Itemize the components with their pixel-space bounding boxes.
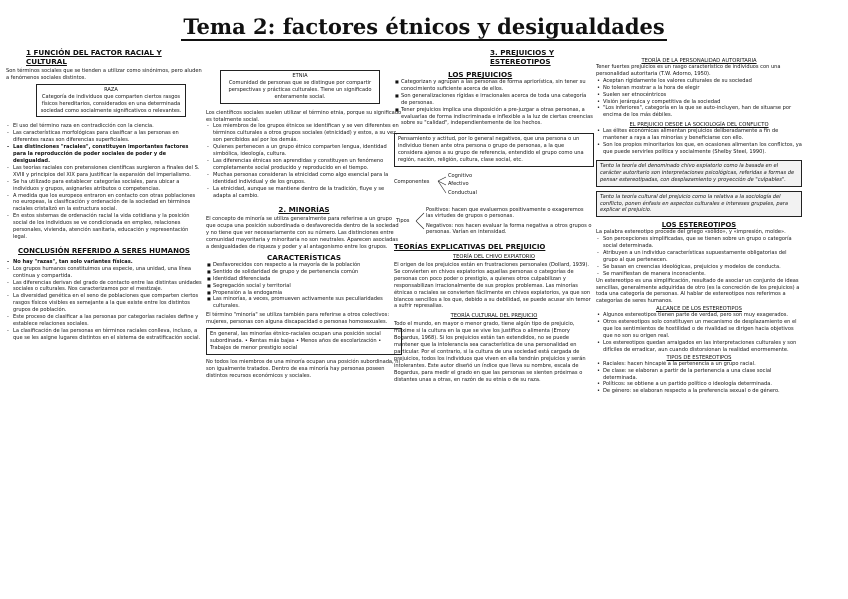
list-item: - Las diferencias derivan del grado de contacto entre las distintas unidades sociales o culturales. Nos caracterizamos por el mestizaje.: [6, 280, 202, 294]
estereotipos-list: [596, 236, 802, 277]
list-item: - A medida que los europeos entraron en contacto con otras poblaciones no europeas, la clasificación y ordenación de la sociedad en términos raciales cristalizó en la estructura social.: [6, 193, 202, 214]
list-item: • Las élites económicas alimentan prejuicios deliberadamente a fin de mantener a raya a las minorías y beneficiarse con ello.: [596, 128, 802, 142]
chivo-heading: TEORÍA DEL CHIVO EXPIATORIO: [452, 253, 536, 260]
list-item: ■ Sentido de solidaridad de grupo y de pertenencia común: [206, 269, 402, 276]
column-1: [6, 48, 202, 342]
list-item: - Se manifiestan de manera inconsciente.: [596, 271, 802, 278]
list-item: - Este proceso de clasificar a las personas por categorías raciales define y establece relaciones sociales.: [6, 314, 202, 328]
list-item: - Los grupos humanos constituimos una especie, una unidad, una línea continua y compartida.: [6, 266, 202, 280]
caracteristicas-heading: CARACTERÍSTICAS: [267, 252, 341, 262]
componentes-label: Componentes: [394, 178, 430, 185]
list-item: - La diversidad genética en el seno de poblaciones que comparten ciertos rasgos físicos visibles es semejante a la que existe entre los distintos grupos de población.: [6, 293, 202, 314]
list-item: ■ Propensión a la endogamia: [206, 290, 402, 297]
raza-text: Categoría de individuos que comparten ciertos rasgos físicos hereditarios, considerados en una determinada sociedad como socialmente significativos o relevantes.: [40, 93, 182, 114]
conclusion-heading: CONCLUSIÓN REFERIDO A SERES HUMANOS: [18, 246, 190, 255]
componente-item: Afectivo: [448, 180, 469, 187]
list-item: - No hay "razas", tan solo variantes físicas.: [6, 259, 202, 266]
list-item: - Se basan en creencias ideológicas, prejuicios y modelos de conducta.: [596, 264, 802, 271]
list-item: - Son percepciones simplificadas, que se tienen sobre un grupo o categoría social determinada.: [596, 236, 802, 250]
conclusion-list: [6, 259, 202, 342]
caracteristicas-list: [206, 262, 402, 310]
minoria-end: No todos los miembros de una minoría ocupan una posición subordinada, ni son igualmente tratados. Dentro de esa minoría hay personas poseen distintos recursos económicos y sociales.: [206, 358, 400, 379]
alcance-heading: ALCANCE DE LOS ESTEREOTIPOS: [656, 306, 742, 313]
autoritaria-list: [596, 78, 802, 119]
etnia-box: [220, 70, 380, 104]
etnia-list: [206, 123, 402, 199]
tipos-label: Tipos: [396, 217, 410, 224]
raza-title: RAZA: [104, 86, 118, 93]
conflicto-list: [596, 128, 802, 156]
list-item: • Algunos estereotipos tienen parte de verdad, pero son muy exagerados.: [596, 312, 802, 319]
section-1-intro: Son términos sociales que se tienden a utilizar como sinónimos, pero aluden a fenómenos sociales distintos.: [6, 68, 202, 81]
column-2: [206, 70, 402, 380]
column-4: [596, 58, 802, 395]
list-item: ■ Las minorías, a veces, promueven activamente sus peculiaridades culturales.: [206, 296, 402, 310]
prejuicios-heading: LOS PREJUICIOS: [448, 70, 513, 79]
minorias-text: El concepto de minoría se utiliza generalmente para referirse a un grupo que ocupa una posición subordinada o desfavorecida dentro de la sociedad y no tiene que ver necesariamente con su número. Las distinciones entre comunidad mayoritaria y minoritaria no son neutrales. Aparecen asociadas a desigualdades de riqueza y poder y al antagonismo entre los grupos.: [206, 216, 399, 251]
list-item: • Raciales: hacen hincapié a la pertenencia a un grupo racial.: [596, 361, 802, 368]
tipos-list: [596, 361, 802, 396]
componente-item: Cognitivo: [448, 172, 473, 179]
list-item: • No toleran mostrar a la hora de elegir: [596, 85, 802, 92]
list-item: ■ Desfavorecidos con respecto a la mayoría de la población: [206, 262, 402, 269]
componentes-diagram: [394, 171, 594, 241]
list-item: - Las características morfológicas para clasificar a las personas en diferentes razas son diferencias superficiales.: [6, 130, 202, 144]
list-item: - Muchas personas consideran la etnicidad como algo esencial para la identidad individual y de los grupos.: [206, 172, 402, 186]
etnia-title: ETNIA: [292, 73, 308, 79]
list-item: - El uso del término raza en contradicción con la ciencia.: [6, 123, 202, 130]
conclusion-box-1: Tanto la teoría del denominado chivo expiatorio como la basada en el carácter autoritario son interpretaciones psicológicas, referidas a formas de pensar estereotipadas, con desplazamiento y proyección de "culpables".: [596, 160, 802, 187]
raza-box: [36, 84, 186, 118]
estereotipos-heading: LOS ESTEREOTIPOS: [661, 221, 737, 230]
column-3: [394, 48, 594, 383]
etnia-text: Comunidad de personas que se distingue por compartir perspectivas y prácticas culturales. Tiene un significado enteramente social.: [228, 79, 372, 100]
list-item: • Aceptan rígidamente los valores culturales de su sociedad: [596, 78, 802, 85]
list-item: - La etnicidad, aunque se mantiene dentro de la tradición, fluye y se adapta al cambio.: [206, 186, 402, 200]
tipos-heading: TIPOS DE ESTEREOTIPOS: [666, 354, 732, 361]
list-item: - Las distinciones "raciales", constituyen importantes factores para la reproducción de poder sociales de poder y de desigualdad.: [6, 144, 202, 165]
etnia-lead: Los científicos sociales suelen utilizar el término etnia, porque su significado es totalmente social.: [206, 109, 402, 123]
cultural-heading: TEORÍA CULTURAL DEL PREJUICIO: [450, 313, 538, 320]
list-item: - Se ha utilizado para establecer categorías sociales, para ubicar a individuos y grupos, asignarles atributos o competencias.: [6, 179, 202, 193]
prejuicios-list: [394, 79, 594, 127]
list-item: ■ Son generalizaciones rígidas e irracionales acerca de toda una categoría de personas.: [394, 93, 594, 107]
cultural-text: Todo el mundo, en mayor o menor grado, tiene algún tipo de prejuicio, máxime si la cultura en la que se vive los justifica o alimenta (Emory Bogardus, 1968). Si los prejuicios están tan extendidos, no se puede mantener que la intolerancia sea característica de una personalidad en particular. Por el contrario, si la cultura de una sociedad está cargada de prejuicios, todos los individuos que viven en ella tendrán prejuicios y serán intolerantes. Este autor diseñó un índice que lleva su nombre, escala de Bogardus, para medir el grado en que las personas se sienten próximas o distantes unas a otras, en razón de su etnia o de su raza.: [394, 321, 586, 383]
autoritaria-heading: TEORÍA DE LA PERSONALIDAD AUTORITARIA: [641, 58, 757, 64]
list-item: • Suelen ser etnocéntricos: [596, 92, 802, 99]
estereotipos-lead: La palabra estereotipo procede del griego «sólido», y «impresión, molde».: [596, 229, 786, 236]
minoria-box: En general, las minorías étnico-raciales ocupan una posición social subordinada. • Rentas más bajas • Menos años de escolarización • Trabajos de menor prestigio social: [206, 328, 402, 355]
list-item: - Los miembros de los grupos étnicos se identifican y se ven diferentes en términos culturales a otros grupos sociales (etnicidad) y estos, a su vez, son percibidos así por los demás.: [206, 123, 402, 144]
conflicto-heading: EL PREJUICIO DESDE LA SOCIOLOGÍA DEL CONFLICTO: [629, 122, 769, 129]
list-item: ■ Identidad diferenciada: [206, 276, 402, 283]
list-item: - Atribuyen a un individuo características supuestamente obligatorias del grupo al que pertenecen.: [596, 250, 802, 264]
list-item: - Las teorías raciales con pretensiones científicas surgieron a finales del S. XVIII y principios del XIX para justificar la expansión del imperialismo.: [6, 165, 202, 179]
conclusion-box-2: Tanto la teoría cultural del prejuicio como la relativa a la sociología del conflicto, ponen énfasis en aspectos culturales e intereses grupales, para explicar el prejuicio.: [596, 191, 802, 218]
list-item: • Otros estereotipos solo constituyen un mecanismo de desplazamiento en el que los sentimientos de hostilidad o de rivalidad se dirigen hacia objetivos que no son su origen real.: [596, 319, 802, 340]
minorias-heading: 2. MINORÍAS: [278, 205, 330, 215]
list-item: - Las diferencias étnicas son aprendidas y constituyen un fenómeno completamente social producido y reproducido en el tiempo.: [206, 158, 402, 172]
list-item: • Son los propios minoritarios los que, en ocasiones alimentan los conflictos, ya que puede servirles política y socialmente (Shelby Steel, 1990).: [596, 142, 802, 156]
minoria-note: El término "minoría" se utiliza también para referirse a otros colectivos: mujeres, personas con alguna discapacidad o personas homosexuales.: [206, 312, 390, 326]
section-3-heading: 3. PREJUICIOS Y ESTEREOTIPOS: [490, 48, 555, 66]
list-item: • "Los inferiores", categoría en la que se auto-incluyen, han de situarse por encima de los más débiles.: [596, 105, 802, 119]
estereotipos-text: Un estereotipo es una simplificación, resultado de asociar un conjunto de ideas sencillas, generalmente adquiridas de otro (es la concreción de los prejuicios) a toda una categoría de personas. Al hablar de estereotipos nos referimos a categorías de seres humanos.: [596, 277, 800, 305]
list-item: • Visión jerárquica y competitiva de la sociedad: [596, 99, 802, 106]
list-item: ■ Categorizan y agrupan a las personas de forma apriorística, sin tener su conocimiento suficiente acerca de ellos.: [394, 79, 594, 93]
list-item: • Los estereotipos quedan arraigados en las interpretaciones culturales y son difíciles de erradicar, aun cuando distorsionan la realidad enormemente.: [596, 340, 802, 354]
list-item: - Quienes pertenecen a un grupo étnico comparten lengua, identidad simbólica, ideología, cultura.: [206, 144, 402, 158]
prejuicio-box: Pensamiento y actitud, por lo general negativos, que una persona o un individuo tienen ante otra persona o grupo de personas, a la que considera ajenos a su grupo de referencia, entendido el grupo como una región, nación, religión, cultura, clase social, etc.: [394, 133, 594, 167]
section-1-heading: 1 FUNCIÓN DEL FACTOR RACIAL Y CULTURAL: [26, 48, 162, 66]
componente-item: Conductual: [448, 189, 477, 196]
list-item: • De clase: se elaboran a partir de la pertenencia a una clase social determinada.: [596, 368, 802, 382]
alcance-list: [596, 312, 802, 353]
list-item: - En estos sistemas de ordenación racial la vida cotidiana y la posición social de los individuos se ve condicionada en empleo, relaciones personales, vivienda, atención sanitaria, educación y representación legal.: [6, 213, 202, 241]
list-item: • De género: se elaboran respecto a la preferencia sexual o de género.: [596, 388, 802, 395]
list-item: ■ Tener prejuicios implica una disposición a pre-juzgar a otras personas, a evaluarlas de forma indiscriminada e inflexible a la luz de ciertas creencias sobre su "calidad", independientemente de los hechos.: [394, 107, 594, 128]
list-item: • Políticos: se obtiene a un partido político o ideología determinada.: [596, 381, 802, 388]
list-item: - La clasificación de las personas en términos raciales conlleva, incluso, a que se les asigne lugares distintos en el sistema de estratificación social.: [6, 328, 202, 342]
autoritaria-text: Tener fuertes prejuicios es un rasgo característico de individuos con una personalidad autoritaria (T.W. Adorno, 1950).: [596, 64, 781, 77]
list-item: ■ Segregación social y territorial: [206, 283, 402, 290]
page-title: Tema 2: factores étnicos y desigualdades: [183, 14, 665, 39]
chivo-text: El origen de los prejuicios están en frustraciones personales (Dollard, 1939). Se convierten en chivos expiatorios aquellas personas o categorías de personas con poco poder o prestigio, a quienes otros culpabilizan y responsabilizan irracionalmente de sus propios problemas. Las minorías étnicas o raciales se convierten fácilmente en chivos expiatorios, ya que son blancos sencillos a los que, debido a su debilidad, se puede acusar sin temor a sufrir represalias.: [394, 261, 591, 310]
teorias-heading: TEORÍAS EXPLICATIVAS DEL PREJUICIO: [394, 242, 546, 251]
tipo-item: Positivos: hacen que evaluemos positivamente o exageremos las virtudes de grupos o personas.: [426, 206, 584, 219]
tipo-item: Negativos: nos hacen evaluar la forma negativa a otros grupos o personas. Varían en intensidad.: [426, 222, 592, 235]
raza-list: [6, 123, 202, 240]
